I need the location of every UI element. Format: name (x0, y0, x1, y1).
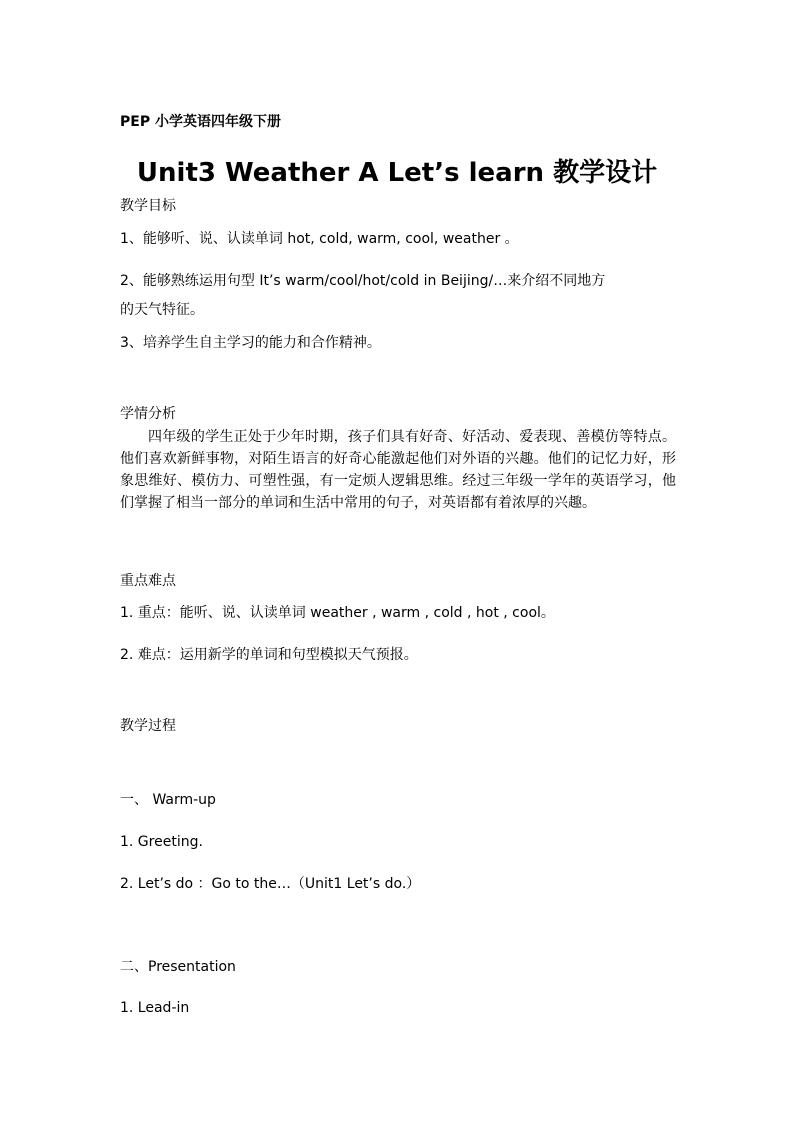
process-step: 1. Greeting. (120, 834, 203, 850)
analysis-paragraph: 四年级的学生正处于少年时期，孩子们具有好奇、好活动、爱表现、善模仿等特点。他们喜欢新鲜事物，对陌生语言的好奇心能激起他们对外语的兴趣。他们的记忆力好，形象思维好、模仿力、可塑性强，有一定烦人逻辑思维。经过三年级一学年的英语学习，他们掌握了相当一部分的单词和生活中常用的句子，对英语都有着浓厚的兴趣。 (120, 429, 676, 511)
document-header: PEP 小学英语四年级下册 (120, 114, 281, 130)
objective-item: 2、能够熟练运用句型 It’s warm/cool/hot/cold in Beijing/…来介绍不同地方 (120, 273, 606, 289)
key-point-item: 1. 重点：能听、说、认读单词 weather , warm , cold , hot , cool。 (120, 605, 555, 621)
objectives-heading: 教学目标 (120, 198, 176, 214)
process-step: 2. Let’s do ：Go to the…（Unit1 Let’s do.） (120, 876, 421, 892)
page-title: Unit3 Weather A Let’s learn 教学设计 (136, 158, 658, 188)
analysis-heading: 学情分析 (120, 406, 176, 422)
key-points-heading: 重点难点 (120, 573, 176, 589)
objective-item: 1、能够听、说、认读单词 hot, cold, warm, cool, weather 。 (120, 231, 519, 247)
process-heading: 教学过程 (120, 718, 176, 734)
key-point-item: 2. 难点：运用新学的单词和句型模拟天气预报。 (120, 647, 418, 663)
objective-item-continuation: 的天气特征。 (120, 302, 204, 318)
process-step: 1. Lead-in (120, 1000, 190, 1016)
process-step: 一、 Warm-up (120, 792, 216, 808)
process-step: 二、Presentation (120, 959, 236, 975)
objective-item: 3、培养学生自主学习的能力和合作精神。 (120, 335, 381, 351)
